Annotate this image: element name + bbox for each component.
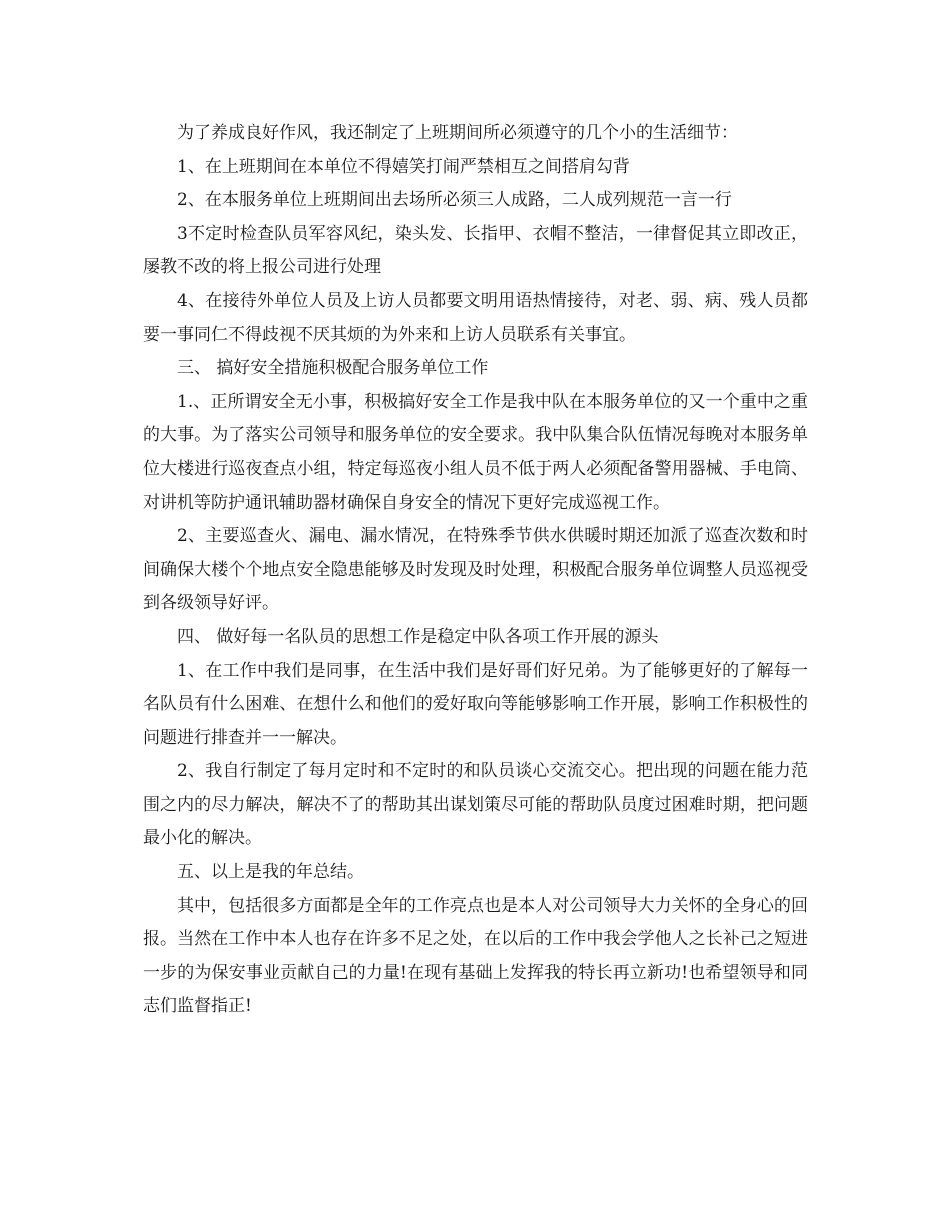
paragraph-intro: 为了养成良好作风，我还制定了上班期间所必须遵守的几个小的生活细节： xyxy=(177,123,738,143)
section-heading-5: 五、以上是我的年总结。 xyxy=(177,862,364,883)
document-body xyxy=(143,117,808,1024)
paragraph-safety-1: 1.、正所谓安全无小事，积极搞好安全工作是我中队在本服务单位的又一个重中之重的大事。为了落实公司领导和服务单位的安全要求。我中队集合队伍情况每晚对本服务单位大楼进行巡夜查点小组，特定每巡夜小组人员不低于两人必须配备警用器械、手电筒、对讲机等防护通讯辅助器材确保自身安全的情况下更好完成巡视工作。 xyxy=(143,391,808,513)
section-heading-3: 三、 搞好安全措施积极配合服务单位工作 xyxy=(177,358,489,379)
paragraph-morale-1: 1、在工作中我们是同事，在生活中我们是好哥们好兄弟。为了能够更好的了解每一名队员有什么困难、在想什么和他们的爱好取向等能够影响工作开展，影响工作积极性的问题进行排查并一一解决。 xyxy=(143,660,808,748)
paragraph-morale-2: 2、我自行制定了每月定时和不定时的和队员谈心交流交心。把出现的问题在能力范围之内的尽力解决，解决不了的帮助其出谋划策尽可能的帮助队员度过困难时期，把问题最小化的解决。 xyxy=(143,761,808,849)
paragraph-rule-4: 4、在接待外单位人员及上访人员都要文明用语热情接待，对老、弱、病、残人员都要一事同仁不得歧视不厌其烦的为外来和上访人员联系有关事宜。 xyxy=(143,290,808,345)
paragraph-conclusion: 其中，包括很多方面都是全年的工作亮点也是本人对公司领导大力关怀的全身心的回报。当然在工作中本人也存在许多不足之处，在以后的工作中我会学他人之长补己之短进一步的为保安事业贡献自己的力量!在现有基础上发挥我的特长再立新功!也希望领导和同志们监督指正! xyxy=(143,895,808,1017)
section-heading-4: 四、 做好每一名队员的思想工作是稳定中队各项工作开展的源头 xyxy=(177,626,659,647)
paragraph-rule-3: 3不定时检查队员军容风纪，染头发、长指甲、衣帽不整洁，一律督促其立即改正，屡教不改的将上报公司进行处理 xyxy=(143,223,808,278)
paragraph-safety-2: 2、主要巡查火、漏电、漏水情况，在特殊季节供水供暖时期还加派了巡查次数和时间确保大楼个个地点安全隐患能够及时发现及时处理，积极配合服务单位调整人员巡视受到各级领导好评。 xyxy=(143,526,808,614)
paragraph-rule-2: 2、在本服务单位上班期间出去场所必须三人成路，二人成列规范一言一行 xyxy=(177,190,732,211)
paragraph-rule-1: 1、在上班期间在本单位不得嬉笑打闹严禁相互之间搭肩勾背 xyxy=(177,156,630,177)
